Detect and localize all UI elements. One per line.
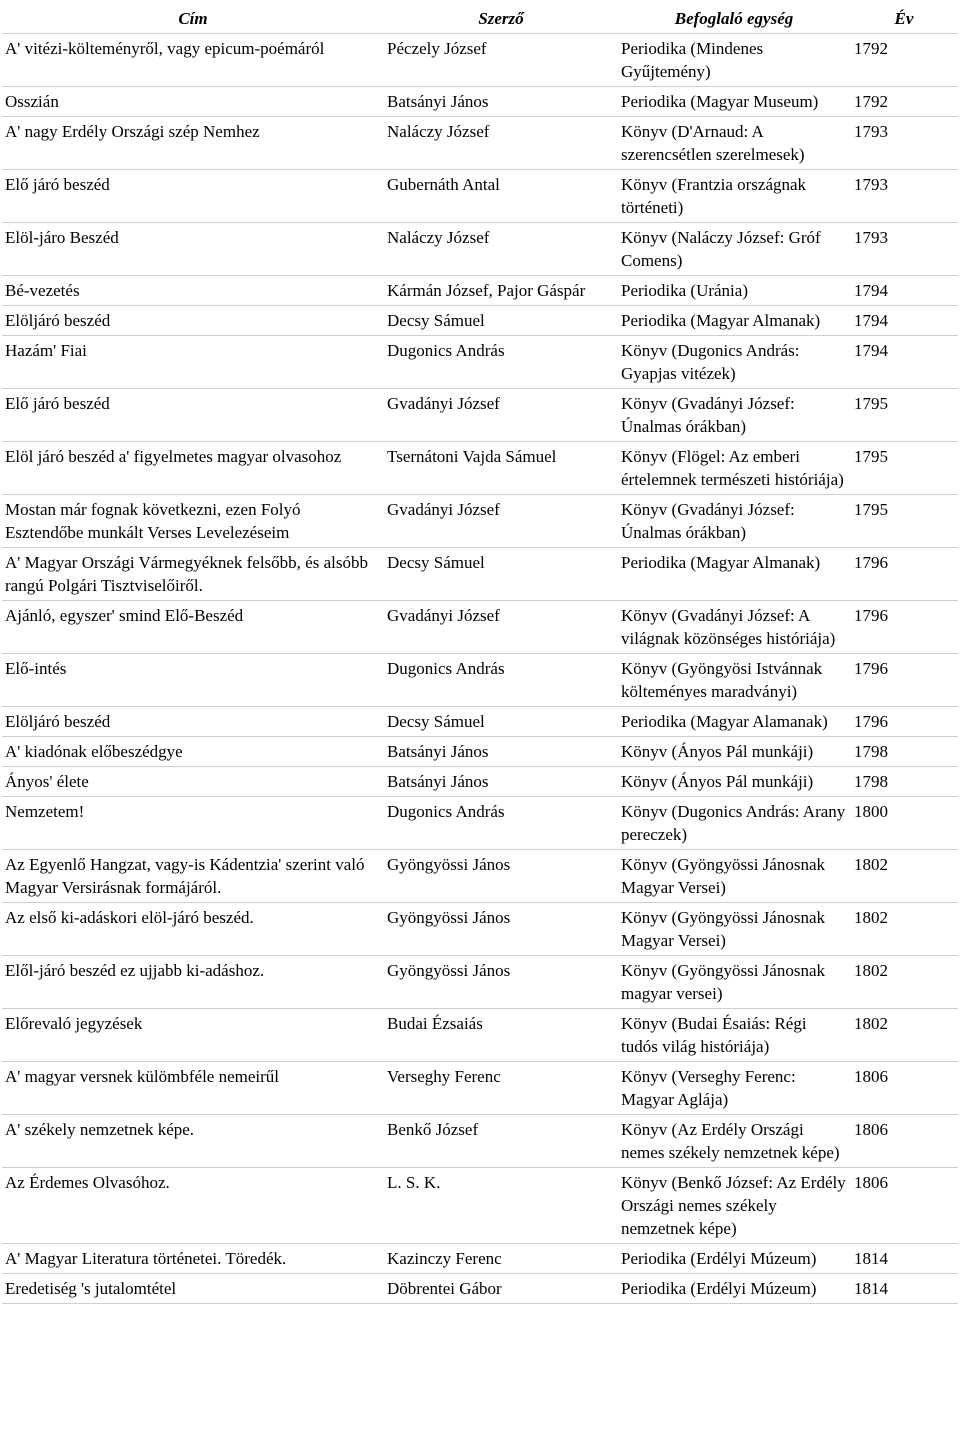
cell-year: 1796: [850, 548, 958, 601]
table-row: [2, 495, 958, 548]
cell-container: Könyv (Gvadányi József: Únalmas órákban): [618, 389, 850, 442]
cell-year: 1798: [850, 737, 958, 767]
cell-title: Osszián: [2, 87, 384, 117]
header-title: Cím: [178, 9, 208, 28]
cell-container: Periodika (Magyar Museum): [618, 87, 850, 117]
cell-container: Könyv (Flögel: Az emberi értelemnek természeti históriája): [618, 442, 850, 495]
cell-container: Könyv (Gyöngyössi Jánosnak Magyar Versei): [618, 850, 850, 903]
table-body: [2, 34, 958, 1304]
cell-title: Előrevaló jegyzések: [2, 1009, 384, 1062]
table-row: [2, 850, 958, 903]
table-row: [2, 34, 958, 87]
cell-container: Periodika (Magyar Almanak): [618, 306, 850, 336]
cell-year: 1794: [850, 306, 958, 336]
cell-container: Könyv (Benkő József: Az Erdély Országi nemes székely nemzetnek képe): [618, 1168, 850, 1244]
table-row: [2, 389, 958, 442]
table-row: [2, 306, 958, 336]
table-row: [2, 548, 958, 601]
bibliography-table: [2, 4, 958, 1304]
cell-container: Könyv (Dugonics András: Gyapjas vitézek): [618, 336, 850, 389]
cell-author: Budai Ézsaiás: [384, 1009, 618, 1062]
table-row: [2, 1244, 958, 1274]
cell-title: Nemzetem!: [2, 797, 384, 850]
cell-author: Naláczy József: [384, 223, 618, 276]
table-row: [2, 1062, 958, 1115]
table-header: [2, 4, 958, 34]
cell-author: Tsernátoni Vajda Sámuel: [384, 442, 618, 495]
cell-title: Az első ki-adáskori elöl-járó beszéd.: [2, 903, 384, 956]
cell-author: Döbrentei Gábor: [384, 1274, 618, 1304]
cell-year: 1792: [850, 34, 958, 87]
cell-title: Elől-járó beszéd ez ujjabb ki-adáshoz.: [2, 956, 384, 1009]
cell-container: Könyv (D'Arnaud: A szerencsétlen szerelmesek): [618, 117, 850, 170]
cell-year: 1806: [850, 1115, 958, 1168]
cell-title: A' magyar versnek külömbféle nemeirűl: [2, 1062, 384, 1115]
cell-author: Dugonics András: [384, 336, 618, 389]
cell-year: 1793: [850, 117, 958, 170]
cell-container: Periodika (Mindenes Gyűjtemény): [618, 34, 850, 87]
cell-year: 1796: [850, 601, 958, 654]
cell-container: Könyv (Az Erdély Országi nemes székely nemzetnek képe): [618, 1115, 850, 1168]
cell-year: 1802: [850, 956, 958, 1009]
cell-container: Könyv (Gyöngyössi Jánosnak magyar versei): [618, 956, 850, 1009]
table-row: [2, 601, 958, 654]
cell-title: Elöl járó beszéd a' figyelmetes magyar olvasohoz: [2, 442, 384, 495]
cell-author: Gubernáth Antal: [384, 170, 618, 223]
table-row: [2, 903, 958, 956]
cell-year: 1795: [850, 495, 958, 548]
header-year: Év: [894, 9, 914, 28]
cell-author: Gvadányi József: [384, 601, 618, 654]
cell-author: Decsy Sámuel: [384, 707, 618, 737]
cell-year: 1814: [850, 1244, 958, 1274]
cell-year: 1795: [850, 442, 958, 495]
cell-container: Periodika (Erdélyi Múzeum): [618, 1274, 850, 1304]
cell-author: Batsányi János: [384, 767, 618, 797]
table-row: [2, 1115, 958, 1168]
cell-title: A' kiadónak előbeszédgye: [2, 737, 384, 767]
cell-container: Periodika (Magyar Almanak): [618, 548, 850, 601]
cell-title: A' székely nemzetnek képe.: [2, 1115, 384, 1168]
cell-container: Könyv (Frantzia országnak történeti): [618, 170, 850, 223]
cell-year: 1792: [850, 87, 958, 117]
cell-title: Elő járó beszéd: [2, 389, 384, 442]
cell-container: Könyv (Gyöngyösi Istvánnak költeményes maradványi): [618, 654, 850, 707]
cell-year: 1814: [850, 1274, 958, 1304]
table-row: [2, 707, 958, 737]
cell-author: Gvadányi József: [384, 495, 618, 548]
cell-author: Gyöngyössi János: [384, 903, 618, 956]
cell-year: 1795: [850, 389, 958, 442]
table-row: [2, 117, 958, 170]
cell-year: 1802: [850, 903, 958, 956]
cell-year: 1794: [850, 336, 958, 389]
table-row: [2, 956, 958, 1009]
cell-author: Decsy Sámuel: [384, 548, 618, 601]
cell-author: Benkő József: [384, 1115, 618, 1168]
cell-title: Mostan már fognak következni, ezen Folyó Esztendőbe munkált Verses Levelezéseim: [2, 495, 384, 548]
table-row: [2, 1168, 958, 1244]
cell-title: Hazám' Fiai: [2, 336, 384, 389]
cell-author: Gyöngyössi János: [384, 956, 618, 1009]
cell-year: 1802: [850, 850, 958, 903]
cell-title: Bé-vezetés: [2, 276, 384, 306]
table-row: [2, 1009, 958, 1062]
cell-year: 1796: [850, 707, 958, 737]
table-row: [2, 442, 958, 495]
cell-container: Könyv (Gvadányi József: Únalmas órákban): [618, 495, 850, 548]
table-row: [2, 223, 958, 276]
table-row: [2, 336, 958, 389]
cell-container: Periodika (Magyar Alamanak): [618, 707, 850, 737]
cell-year: 1802: [850, 1009, 958, 1062]
cell-container: Periodika (Uránia): [618, 276, 850, 306]
table-row: [2, 737, 958, 767]
cell-title: Elöljáró beszéd: [2, 306, 384, 336]
cell-title: Ajánló, egyszer' smind Elő-Beszéd: [2, 601, 384, 654]
cell-year: 1793: [850, 223, 958, 276]
cell-title: Az Érdemes Olvasóhoz.: [2, 1168, 384, 1244]
cell-author: Batsányi János: [384, 87, 618, 117]
cell-author: Kármán József, Pajor Gáspár: [384, 276, 618, 306]
cell-year: 1806: [850, 1168, 958, 1244]
cell-container: Könyv (Verseghy Ferenc: Magyar Aglája): [618, 1062, 850, 1115]
cell-author: Gvadányi József: [384, 389, 618, 442]
table-row: [2, 170, 958, 223]
cell-title: Elő-intés: [2, 654, 384, 707]
cell-year: 1793: [850, 170, 958, 223]
cell-container: Könyv (Dugonics András: Arany pereczek): [618, 797, 850, 850]
cell-year: 1806: [850, 1062, 958, 1115]
cell-author: Batsányi János: [384, 737, 618, 767]
cell-container: Könyv (Budai Ésaiás: Régi tudós világ históriája): [618, 1009, 850, 1062]
header-author: Szerző: [478, 9, 524, 28]
cell-author: Gyöngyössi János: [384, 850, 618, 903]
cell-container: Könyv (Gvadányi József: A világnak közönséges históriája): [618, 601, 850, 654]
table-row: [2, 276, 958, 306]
cell-author: Naláczy József: [384, 117, 618, 170]
cell-title: Eredetiség 's jutalomtétel: [2, 1274, 384, 1304]
cell-container: Könyv (Ányos Pál munkáji): [618, 767, 850, 797]
table-row: [2, 797, 958, 850]
table-row: [2, 1274, 958, 1304]
cell-container: Periodika (Erdélyi Múzeum): [618, 1244, 850, 1274]
cell-container: Könyv (Naláczy József: Gróf Comens): [618, 223, 850, 276]
cell-author: Dugonics András: [384, 654, 618, 707]
cell-author: Verseghy Ferenc: [384, 1062, 618, 1115]
cell-title: Elő járó beszéd: [2, 170, 384, 223]
cell-year: 1800: [850, 797, 958, 850]
table-row: [2, 654, 958, 707]
cell-title: Elöl-járo Beszéd: [2, 223, 384, 276]
cell-year: 1796: [850, 654, 958, 707]
cell-author: Decsy Sámuel: [384, 306, 618, 336]
cell-author: Kazinczy Ferenc: [384, 1244, 618, 1274]
cell-year: 1798: [850, 767, 958, 797]
cell-container: Könyv (Gyöngyössi Jánosnak Magyar Versei): [618, 903, 850, 956]
cell-title: Ányos' élete: [2, 767, 384, 797]
cell-title: A' vitézi-költeményről, vagy epicum-poémáról: [2, 34, 384, 87]
header-row: [2, 4, 958, 34]
cell-title: A' Magyar Literatura történetei. Töredék.: [2, 1244, 384, 1274]
cell-title: A' nagy Erdély Országi szép Nemhez: [2, 117, 384, 170]
table-row: [2, 87, 958, 117]
cell-title: Az Egyenlő Hangzat, vagy-is Kádentzia' szerint való Magyar Versirásnak formájáról.: [2, 850, 384, 903]
cell-title: Elöljáró beszéd: [2, 707, 384, 737]
cell-author: Dugonics András: [384, 797, 618, 850]
cell-title: A' Magyar Országi Vármegyéknek felsőbb, és alsóbb rangú Polgári Tisztviselőiről.: [2, 548, 384, 601]
cell-author: Péczely József: [384, 34, 618, 87]
cell-author: L. S. K.: [384, 1168, 618, 1244]
cell-container: Könyv (Ányos Pál munkáji): [618, 737, 850, 767]
table-row: [2, 767, 958, 797]
cell-year: 1794: [850, 276, 958, 306]
header-container: Befoglaló egység: [674, 9, 794, 28]
